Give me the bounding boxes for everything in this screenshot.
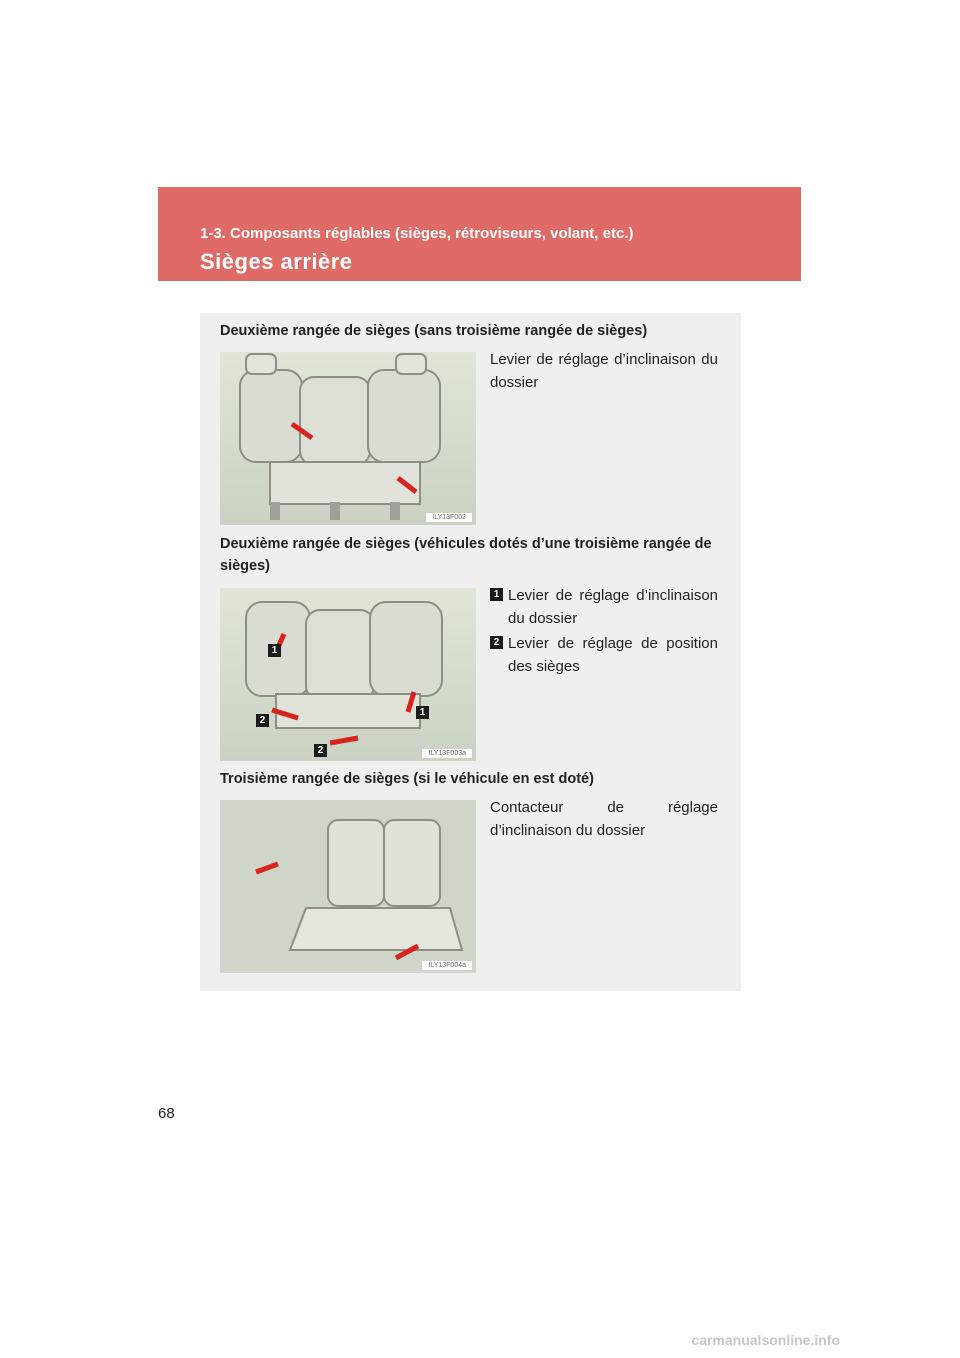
image-code: ILY13F004a bbox=[422, 961, 472, 970]
list-item bbox=[490, 796, 718, 842]
caption-third-row bbox=[490, 796, 718, 844]
section-title: 1-3. Composants réglables (sièges, rétroviseurs, volant, etc.) bbox=[200, 225, 634, 242]
number-2-icon: 2 bbox=[490, 636, 503, 649]
image-code: ILY13F003a bbox=[422, 749, 472, 758]
caption-second-row-third bbox=[490, 584, 718, 680]
callout-2-icon: 2 bbox=[256, 714, 269, 727]
block-heading-second-row-third: Deuxième rangée de sièges (véhicules dotés d’une troisième rangée de sièges) bbox=[220, 536, 712, 574]
chapter-header bbox=[158, 187, 801, 281]
second-row-seat-illustration bbox=[220, 352, 476, 525]
third-row-seat-illustration bbox=[220, 800, 476, 973]
callout-1-icon: 1 bbox=[268, 644, 281, 657]
item-text: Levier de réglage d’inclinaison du dossier bbox=[490, 351, 718, 391]
second-row-with-third-illustration bbox=[220, 588, 476, 761]
list-item bbox=[490, 348, 718, 394]
page-number: 68 bbox=[158, 1105, 175, 1122]
list-item bbox=[490, 632, 718, 678]
page-title: Sièges arrière bbox=[200, 249, 353, 274]
item-text: Contacteur de réglage d’inclinaison du dossier bbox=[490, 799, 718, 839]
item-text: Levier de réglage d’inclinaison du dossier bbox=[508, 587, 718, 627]
callout-2-icon: 2 bbox=[314, 744, 327, 757]
number-1-icon: 1 bbox=[490, 588, 503, 601]
block-heading-third-row: Troisième rangée de sièges (si le véhicule en est doté) bbox=[220, 771, 594, 787]
list-item bbox=[490, 584, 718, 630]
content-panel bbox=[200, 313, 741, 991]
block-heading-second-row: Deuxième rangée de sièges (sans troisième rangée de sièges) bbox=[220, 323, 648, 339]
item-text: Levier de réglage de position des sièges bbox=[508, 635, 718, 675]
footer-url: carmanualsonline.info bbox=[691, 1332, 840, 1348]
image-code: ILY13F002 bbox=[426, 513, 472, 522]
callout-1-icon: 1 bbox=[416, 706, 429, 719]
caption-second-row bbox=[490, 348, 718, 396]
